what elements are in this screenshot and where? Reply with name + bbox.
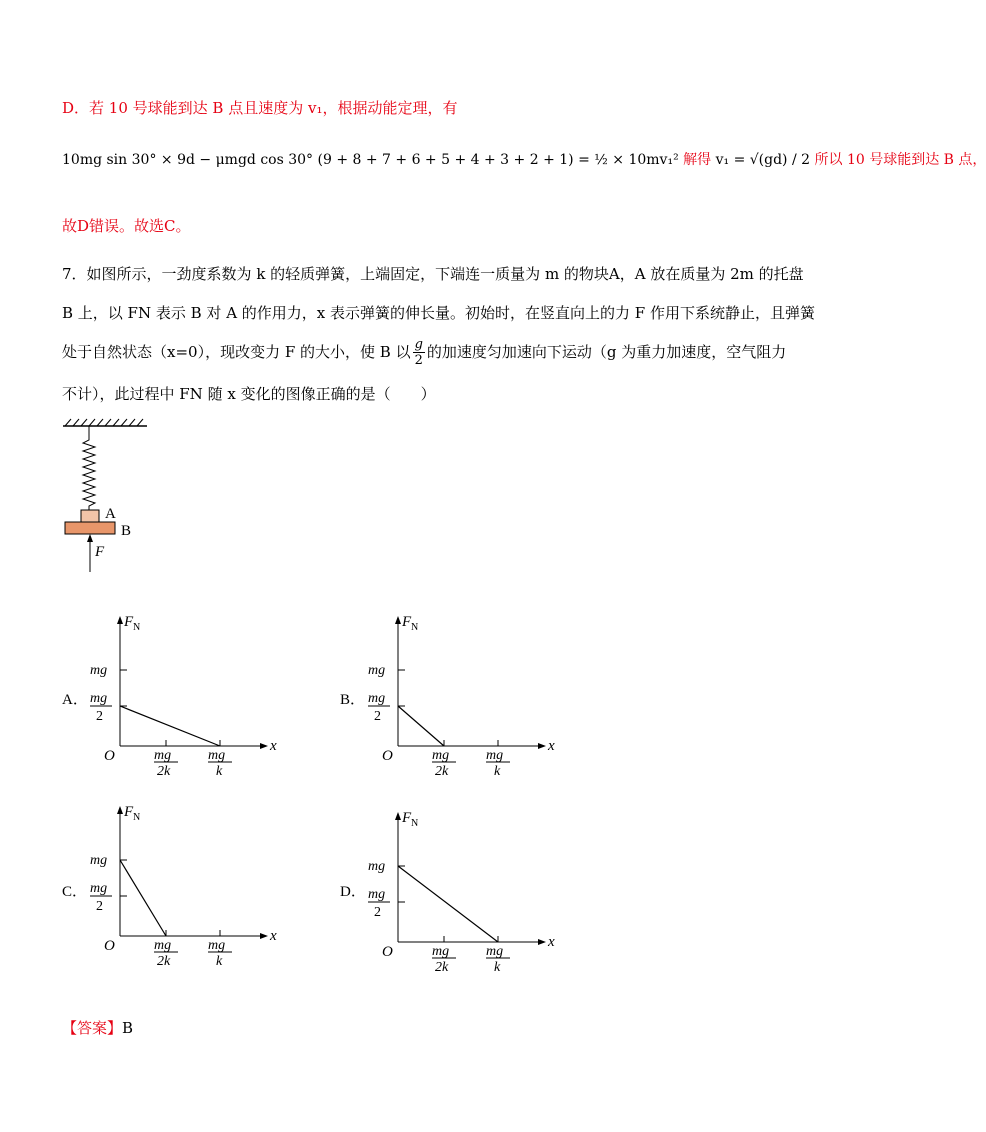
fn-curve bbox=[120, 860, 166, 936]
fraction-numerator: g bbox=[414, 336, 423, 352]
block-a bbox=[81, 510, 99, 522]
tick-label-mg-k-den: k bbox=[494, 764, 501, 779]
label-f: F bbox=[95, 544, 105, 560]
tick-label-mg-2k-den: 2k bbox=[435, 960, 449, 975]
x-axis-label: x bbox=[548, 738, 555, 754]
solution-d-line: D．若 10 号球能到达 B 点且速度为 v₁，根据动能定理，有 bbox=[62, 99, 458, 117]
tick-label-mg-k-den: k bbox=[216, 954, 223, 969]
tick-label-mg: mg bbox=[368, 859, 386, 874]
tick-label-mg-2-num: mg bbox=[90, 691, 108, 706]
equation-text: 10mg sin 30° × 9d − μmgd cos 30° (9 + 8 + 7 + 6 + 5 + 4 + 3 + 2 + 1) = ½ × 10mv₁² bbox=[62, 152, 679, 168]
y-arrowhead bbox=[117, 616, 123, 624]
result-expression: v₁ = √(gd) / 2 bbox=[715, 152, 811, 168]
y-axis-sub: N bbox=[133, 622, 141, 633]
g-over-2-fraction bbox=[413, 337, 425, 368]
y-axis-label: F bbox=[402, 614, 412, 630]
y-axis-label: F bbox=[124, 804, 134, 820]
y-axis-sub: N bbox=[133, 812, 141, 823]
tick-label-mg-k-num: mg bbox=[208, 938, 226, 953]
tick-label-mg-2-num: mg bbox=[90, 881, 108, 896]
energy-equation bbox=[62, 150, 986, 170]
fraction-denominator: 2 bbox=[414, 352, 423, 368]
graph-option-c bbox=[80, 800, 280, 970]
tick-label-mg-2-den: 2 bbox=[96, 899, 103, 914]
x-arrowhead bbox=[538, 743, 546, 749]
y-axis-sub: N bbox=[411, 818, 419, 829]
tick-label-mg-2-den: 2 bbox=[96, 709, 103, 724]
conclusion-tail: 所以 10 号球能到达 B 点， bbox=[814, 152, 986, 168]
label-b: B bbox=[121, 523, 132, 539]
option-b-label: B． bbox=[340, 692, 366, 708]
x-axis-label: x bbox=[270, 738, 277, 754]
y-axis-label: F bbox=[402, 810, 412, 826]
tick-label-mg-2-num: mg bbox=[368, 887, 386, 902]
fn-curve bbox=[398, 866, 498, 942]
tick-label-mg-k-den: k bbox=[494, 960, 501, 975]
tick-label-mg-2k-num: mg bbox=[432, 748, 450, 763]
option-c-label: C． bbox=[62, 884, 88, 900]
tick-label-mg: mg bbox=[90, 853, 108, 868]
tick-label-mg-k-den: k bbox=[216, 764, 223, 779]
tick-label-mg-k-num: mg bbox=[208, 748, 226, 763]
spring-figure bbox=[55, 418, 165, 578]
tick-label-mg-k-num: mg bbox=[486, 944, 504, 959]
ceiling-hatch bbox=[65, 419, 143, 426]
spring-coil bbox=[83, 426, 95, 510]
answer-value: B bbox=[122, 1019, 134, 1037]
tick-label-mg: mg bbox=[90, 663, 108, 678]
tick-label-mg-2k-den: 2k bbox=[157, 954, 171, 969]
x-arrowhead bbox=[260, 743, 268, 749]
tick-label-mg: mg bbox=[368, 663, 386, 678]
answer-line bbox=[62, 1018, 133, 1038]
tick-label-mg-k-num: mg bbox=[486, 748, 504, 763]
origin-label: O bbox=[382, 944, 393, 960]
question-line-3b: 的加速度匀加速向下运动（g 为重力加速度，空气阻力 bbox=[426, 343, 787, 361]
force-arrowhead bbox=[87, 534, 93, 542]
tick-label-mg-2k-num: mg bbox=[154, 938, 172, 953]
x-arrowhead bbox=[538, 939, 546, 945]
y-axis-sub: N bbox=[411, 622, 419, 633]
x-arrowhead bbox=[260, 933, 268, 939]
question-line-1: 7．如图所示，一劲度系数为 k 的轻质弹簧，上端固定，下端连一质量为 m 的物块A，A 放在质量为 2m 的托盘 bbox=[62, 265, 804, 283]
tick-label-mg-2k-num: mg bbox=[154, 748, 172, 763]
tick-label-mg-2-den: 2 bbox=[374, 709, 381, 724]
option-d-label: D． bbox=[340, 884, 366, 900]
question-line-4: 不计），此过程中 FN 随 x 变化的图像正确的是（ ） bbox=[62, 385, 436, 403]
tick-label-mg-2k-den: 2k bbox=[435, 764, 449, 779]
answer-bracket: 【答案】 bbox=[62, 1019, 123, 1037]
graph-option-b bbox=[358, 610, 558, 780]
question-line-3 bbox=[62, 336, 786, 368]
tick-label-mg-2k-num: mg bbox=[432, 944, 450, 959]
graph-option-a bbox=[80, 610, 280, 780]
origin-label: O bbox=[104, 938, 115, 954]
fn-curve bbox=[398, 706, 444, 746]
origin-label: O bbox=[104, 748, 115, 764]
y-arrowhead bbox=[117, 806, 123, 814]
origin-label: O bbox=[382, 748, 393, 764]
fn-curve bbox=[120, 706, 220, 746]
y-arrowhead bbox=[395, 616, 401, 624]
x-axis-label: x bbox=[270, 928, 277, 944]
tray-b bbox=[65, 522, 115, 534]
tick-label-mg-2-num: mg bbox=[368, 691, 386, 706]
y-arrowhead bbox=[395, 812, 401, 820]
solution-final: 故D错误。故选C。 bbox=[62, 217, 191, 235]
solve-word: 解得 bbox=[683, 152, 712, 168]
tick-label-mg-2k-den: 2k bbox=[157, 764, 171, 779]
graph-option-d bbox=[358, 806, 558, 976]
label-a: A bbox=[105, 506, 116, 522]
x-axis-label: x bbox=[548, 934, 555, 950]
y-axis-label: F bbox=[124, 614, 134, 630]
question-line-2: B 上，以 FN 表示 B 对 A 的作用力，x 表示弹簧的伸长量。初始时，在竖直向上的力 F 作用下系统静止，且弹簧 bbox=[62, 304, 815, 322]
question-line-3a: 处于自然状态（x=0），现改变力 F 的大小，使 B 以 bbox=[62, 343, 411, 361]
tick-label-mg-2-den: 2 bbox=[374, 905, 381, 920]
option-a-label: A． bbox=[62, 692, 88, 708]
